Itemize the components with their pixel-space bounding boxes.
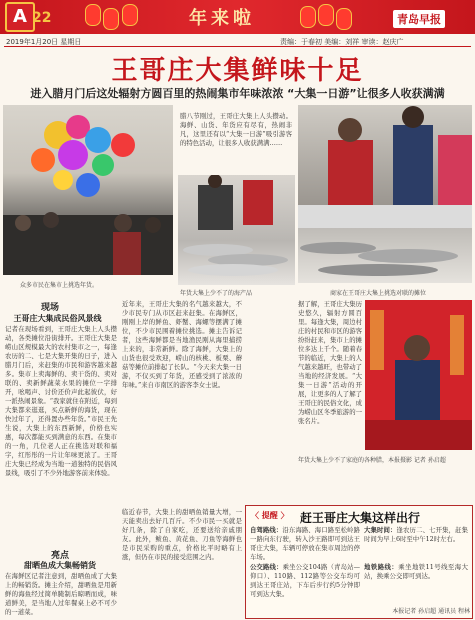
paper-logo: 青岛早报 bbox=[393, 10, 445, 28]
seafood-photo bbox=[178, 175, 295, 285]
tips-label: 公交路线： bbox=[250, 563, 283, 571]
photo-caption-bottom-right: 年货大集上少不了家庭的各种腊，本报摄影 记者 孙启超 bbox=[298, 457, 446, 464]
tips-text: 沿东海路、海口路至松岭路一路向东行驶，转入沙王路即可到达王哥庄大集，车辆可停放在集市周边的停车场。 bbox=[250, 526, 360, 561]
editors-line: 责编：于春初 美编：刘祥 审读：赵庆广 bbox=[280, 38, 404, 46]
fish-graphic bbox=[298, 228, 472, 283]
photo-caption-right: 商家在王哥庄大集上挑选对联的摊位 bbox=[330, 290, 427, 297]
shoppers-photo bbox=[298, 105, 472, 228]
tips-item-4 bbox=[364, 563, 468, 599]
intro-text: 腊八节刚过，王哥庄大集上人头攒动。海鲜、山货、年货应有尽有，热闹非凡，这里还有以“大集一日游”吸引游客的特色活动，让很多人收获满满…… bbox=[180, 112, 292, 147]
lantern-icon bbox=[336, 8, 352, 30]
body-column-1: 记者在现场看到，王哥庄大集上人头攒动，各类摊位沿街排开。王哥庄大集是崂山区规模最大的农村集市之一，每逢农历的二、七是大集开集的日子，进入腊月门后，来赶集的市民和游客越来越多。集市上卖海鲜的、卖干货的、卖对联的、卖新鲜蔬菜水果的摊位一字排开，吆喝声、讨价还价声此起彼伏，好一派热闹景象。“我家就住在附近，每到大集都来逛逛，买点新鲜的海货，现在快过年了，还得置办些年货。”市民王先生说，大集上的东西新鲜，价格也实惠，每次都能买到满意的东西。在集市的一角，几位老人正在挑选对联和福字，红彤彤的一片让年味更浓了。王哥庄大集已经成为当地一道独特的民俗风景线，吸引了不少外地游客前来体验。 bbox=[5, 325, 117, 477]
tips-tag: 〈 提醒 〉 bbox=[251, 511, 289, 520]
lantern-icon bbox=[85, 4, 101, 26]
tips-text: 逢农历二、七开集，赶集时间为早上6时至中午12时左右。 bbox=[364, 526, 468, 543]
couplet-graphic bbox=[365, 300, 472, 450]
lantern-icon bbox=[122, 4, 138, 26]
fish-stall-photo bbox=[298, 228, 472, 283]
tips-text: 乘坐公交104路（青岛站—仰口）、110路、112路等公交车均可到达王哥庄站，下车后步行约5分钟即可到达大集。 bbox=[250, 563, 360, 598]
couplet-stall-photo bbox=[365, 300, 472, 450]
subheadline: 进入腊月门后这处辐射方圆百里的热闹集市年味浓浓 “大集一日游”让很多人收获满满 bbox=[30, 87, 445, 100]
lantern-icon bbox=[103, 8, 119, 30]
tips-item-2 bbox=[250, 563, 360, 607]
body-column-3: 据了解，王哥庄大集历史悠久，辐射方圆百里。每逢大集，周边村庄的村民和市区的游客纷纷赶来，集市上的摊位多达上千个。随着春节的临近，大集上的人气越来越旺，也带动了当地的经济发展。“大集一日游”活动的开展，让更多的人了解了王哥庄的民俗文化，成为崂山区冬季旅游的一张名片。 bbox=[298, 300, 362, 425]
tips-item-1 bbox=[250, 526, 360, 562]
page-letter: A bbox=[5, 2, 35, 32]
column-title: 年来啦 bbox=[189, 8, 255, 29]
market-crowd-photo bbox=[3, 105, 173, 275]
seafood-graphic bbox=[178, 175, 295, 285]
photo-caption-left: 众多市民在集市上挑选年货。 bbox=[20, 282, 99, 289]
date-line: 2019年1月20日 星期日 bbox=[6, 38, 82, 46]
section-sub-scene: 王哥庄大集成民俗风景线 bbox=[13, 314, 102, 323]
tips-label: 自驾路线： bbox=[250, 526, 283, 534]
balloon-graphic bbox=[3, 105, 173, 275]
body-column-2b: 临近春节，大集上的甜晒鱼销量大增，一天能卖出去好几百斤。不少市民一买就是好几条，除了自家吃，还要送给亲戚朋友。此外，鲅鱼、黄花鱼、刀鱼等海鲜也是市民采购的重点，价格比平时略有上涨，但仍在市民的接受范围之内。 bbox=[122, 508, 242, 561]
section-sub-highlight: 甜晒鱼成大集畅销货 bbox=[24, 561, 96, 570]
headline: 王哥庄大集鲜味十足 bbox=[111, 56, 364, 86]
tips-footer: 本报记者 孙启超 通讯员 程林 bbox=[392, 608, 470, 615]
body-column-2: 近年来，王哥庄大集的名气越来越大，不少市民专门从市区赶来赶集。在海鲜区，刚刚上岸的鲜鱼、虾蟹、海螺等摆满了摊位，不少市民围着摊位挑选。摊主告诉记者，这些海鲜都是当地渔民刚从海里捕捞上来的，非常新鲜。除了海鲜，大集上的山货也很受欢迎，崂山的核桃、板栗、蘑菇等摊位前排起了长队。“今天来大集一日游，不仅买到了年货，还感受到了浓浓的年味。”来自市南区的游客李女士说。 bbox=[122, 300, 242, 389]
page-number: 22 bbox=[32, 10, 52, 26]
section-title-highlight: 亮点 bbox=[50, 551, 69, 561]
lantern-icon bbox=[318, 4, 334, 26]
tips-label: 地铁路线： bbox=[364, 563, 399, 571]
shoppers-graphic bbox=[298, 105, 472, 228]
tips-label: 大集时间： bbox=[364, 526, 397, 534]
lantern-icon bbox=[300, 6, 316, 28]
section-title-scene: 现场 bbox=[40, 303, 59, 313]
photo-caption-middle: 年货大集上少不了的海产品 bbox=[180, 290, 253, 297]
tips-text: 乘坐地铁11号线至海大站，换乘公交即可到达。 bbox=[364, 563, 468, 580]
tips-tag-label: 提醒 bbox=[261, 511, 278, 520]
tips-item-3 bbox=[364, 526, 468, 562]
body-column-1b: 在海鲜区记者注意到，甜晒鱼成了大集上的畅销货。摊主介绍，甜晒鱼是用新鲜的海鱼经过简单腌制后晾晒而成，味道鲜美，是当地人过年餐桌上必不可少的一道菜。 bbox=[5, 572, 117, 616]
header-rule bbox=[4, 46, 471, 47]
travel-tips-title: 赶王哥庄大集这样出行 bbox=[300, 511, 421, 525]
